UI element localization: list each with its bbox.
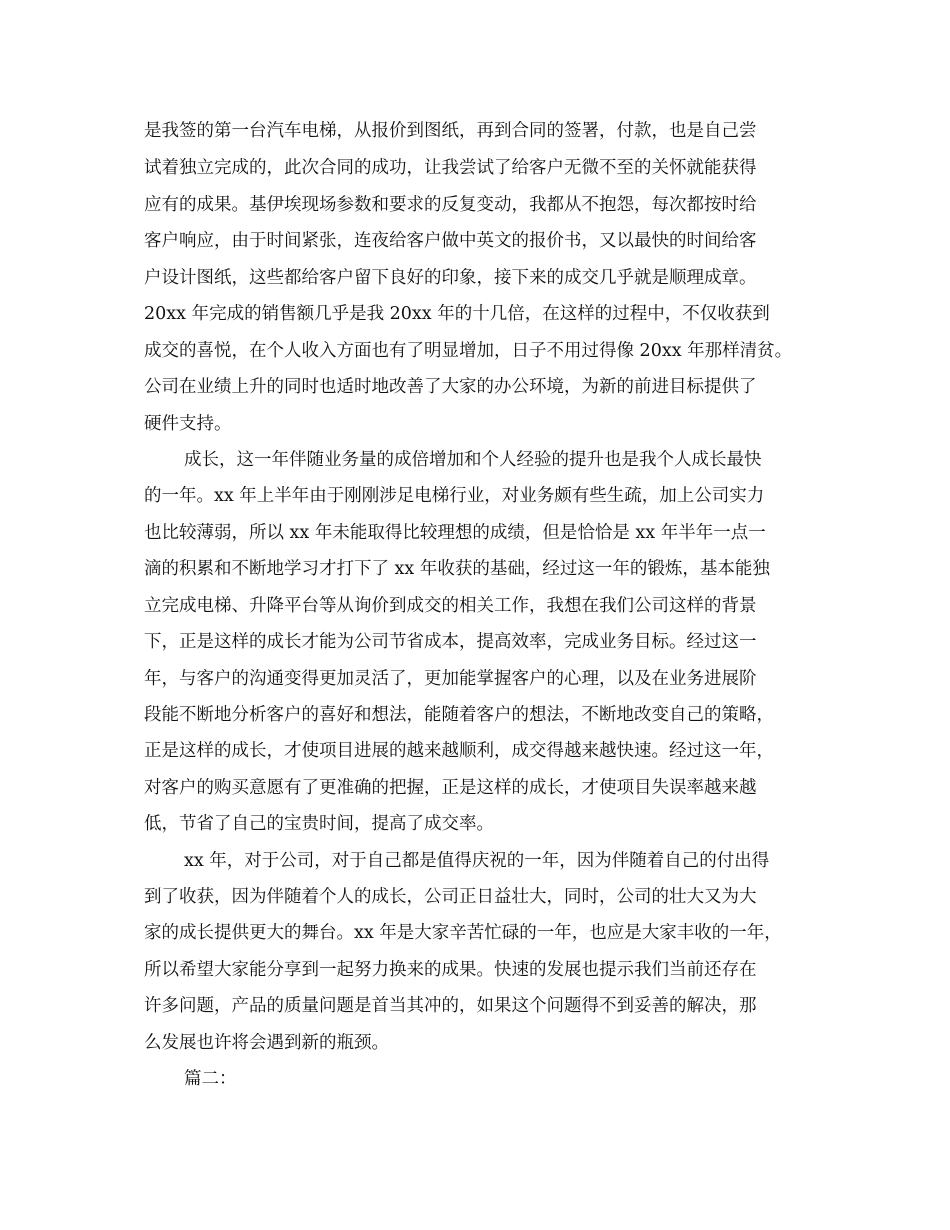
text-line: 是我签的第一台汽车电梯，从报价到图纸，再到合同的签署，付款，也是自己尝 xyxy=(144,121,757,141)
text-line: 家的成长提供更大的舞台。xx 年是大家辛苦忙碌的一年，也应是大家丰收的一年， xyxy=(144,923,782,943)
text-line: 所以希望大家能分享到一起努力换来的成果。快速的发展也提示我们当前还存在 xyxy=(144,960,757,980)
text-line: 正是这样的成长，才使项目进展的越来越顺利，成交得越来越快速。经过这一年， xyxy=(144,741,774,761)
text-line: 滴的积累和不断地学习才打下了 xx 年收获的基础，经过这一年的锻炼，基本能独 xyxy=(144,559,770,579)
text-line: 公司在业绩上升的同时也适时地改善了大家的办公环境，为新的前进目标提供了 xyxy=(144,377,757,397)
text-line: 立完成电梯、升降平台等从询价到成交的相关工作，我想在我们公司这样的背景 xyxy=(144,596,757,616)
section-heading: 篇二： xyxy=(184,1069,237,1089)
text-line: 下，正是这样的成长才能为公司节省成本，提高效率，完成业务目标。经过这一 xyxy=(144,632,757,652)
text-line: 到了收获，因为伴随着个人的成长，公司正日益壮大，同时，公司的壮大又为大 xyxy=(144,887,757,907)
paragraph-start-line: 成长，这一年伴随业务量的成倍增加和个人经验的提升也是我个人成长最快 xyxy=(184,450,762,470)
paragraph-start-line: xx 年，对于公司，对于自己都是值得庆祝的一年，因为伴随着自己的付出得 xyxy=(184,851,770,871)
text-line: 的一年。xx 年上半年由于刚刚涉足电梯行业，对业务颇有些生疏，加上公司实力 xyxy=(144,486,765,506)
text-line: 客户响应，由于时间紧张，连夜给客户做中英文的报价书，又以最快的时间给客 xyxy=(144,231,757,251)
text-line: 对客户的购买意愿有了更准确的把握，正是这样的成长，才使项目失误率越来越 xyxy=(144,778,757,798)
text-line: 么发展也许将会遇到新的瓶颈。 xyxy=(144,1033,389,1053)
text-line: 20xx 年完成的销售额几乎是我 20xx 年的十几倍，在这样的过程中，不仅收获到 xyxy=(144,304,770,324)
text-line: 许多问题，产品的质量问题是首当其冲的，如果这个问题得不到妥善的解决，那 xyxy=(144,996,757,1016)
text-line: 硬件支持。 xyxy=(144,414,232,434)
text-line: 户设计图纸，这些都给客户留下良好的印象，接下来的成交几乎就是顺理成章。 xyxy=(144,268,757,288)
text-line: 成交的喜悦，在个人收入方面也有了明显增加，日子不用过得像 20xx 年那样清贫。 xyxy=(144,341,793,361)
text-line: 试着独立完成的，此次合同的成功，让我尝试了给客户无微不至的关怀就能获得 xyxy=(144,158,757,178)
text-line: 年，与客户的沟通变得更加灵活了，更加能掌握客户的心理，以及在业务进展阶 xyxy=(144,669,757,689)
text-line: 低，节省了自己的宝贵时间，提高了成交率。 xyxy=(144,814,494,834)
text-line: 也比较薄弱，所以 xx 年未能取得比较理想的成绩，但是恰恰是 xx 年半年一点一 xyxy=(144,523,766,543)
text-line: 段能不断地分析客户的喜好和想法，能随着客户的想法，不断地改变自己的策略， xyxy=(144,705,774,725)
text-line: 应有的成果。基伊埃现场参数和要求的反复变动，我都从不抱怨，每次都按时给 xyxy=(144,195,757,215)
